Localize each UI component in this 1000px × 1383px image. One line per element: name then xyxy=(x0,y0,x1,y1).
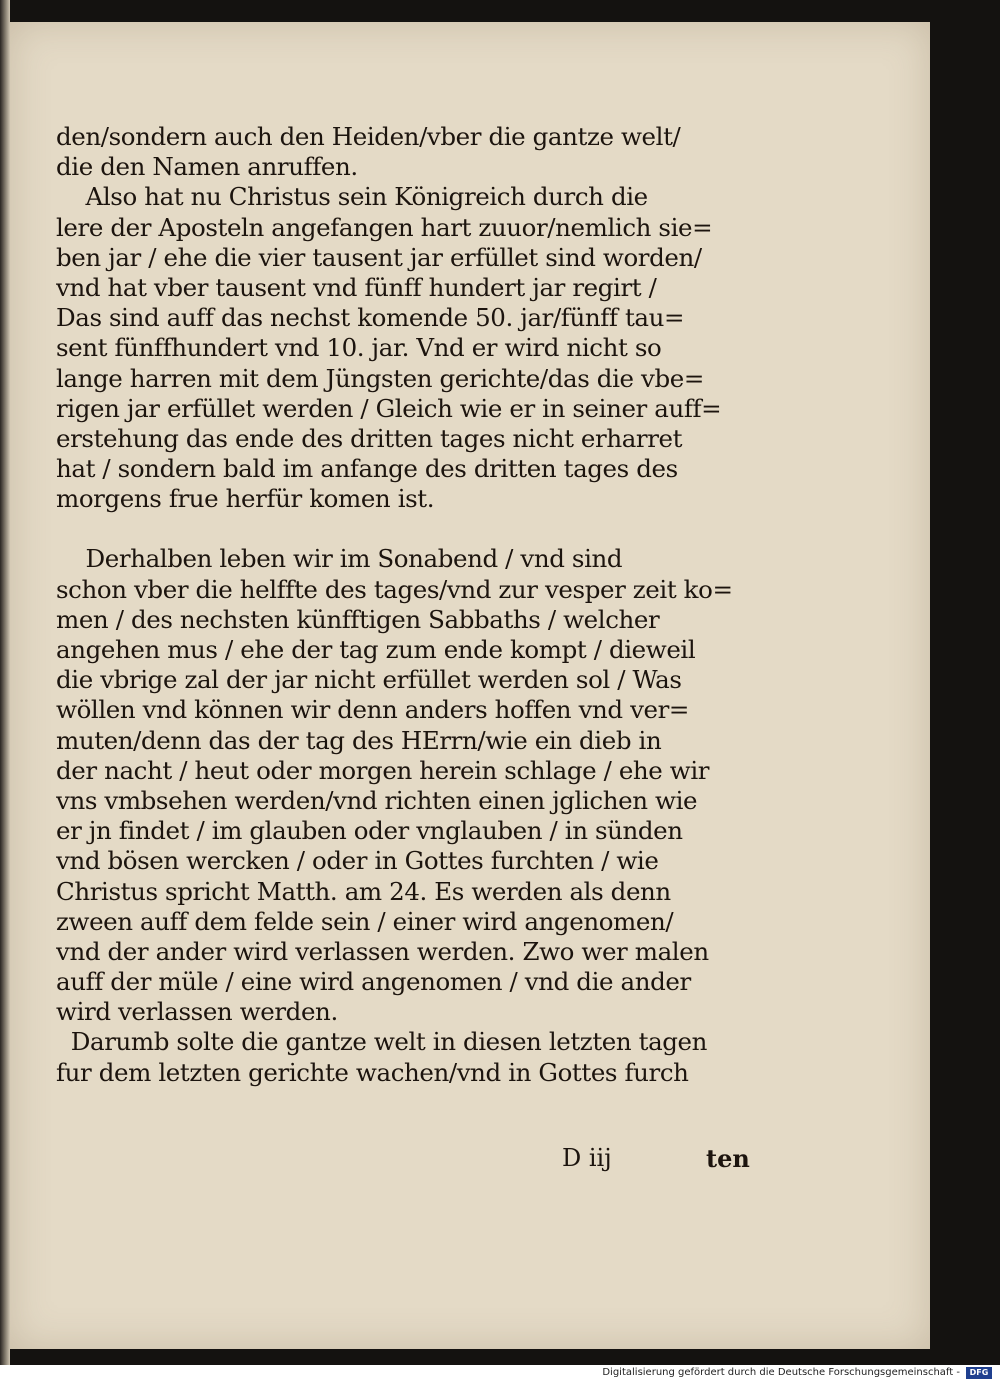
body-text xyxy=(56,122,756,1088)
text-line: schon vber die helffte des tages/vnd zur vesper zeit ko= xyxy=(56,574,733,604)
text-line: Das sind auff das nechst komende 50. jar/fünff tau= xyxy=(56,303,685,333)
text-line: fur dem letzten gerichte wachen/vnd in Gottes furch xyxy=(56,1057,689,1087)
text-line: den/sondern auch den Heiden/vber die gantze welt/ xyxy=(56,122,681,151)
paragraph-gap xyxy=(56,514,756,544)
text-line: vnd bösen wercken / oder in Gottes furchten / wie xyxy=(56,846,659,876)
text-line: lere der Aposteln angefangen hart zuuor/nemlich sie= xyxy=(56,212,713,242)
text-line: Derhalben leben wir im Sonabend / vnd sind xyxy=(56,544,623,574)
text-line: men / des nechsten künfftigen Sabbaths / welcher xyxy=(56,604,660,634)
funding-credit: Digitalisierung gefördert durch die Deutsche Forschungsgemeinschaft - xyxy=(602,1367,960,1378)
text-line: auff der müle / eine wird angenomen / vnd die ander xyxy=(56,967,691,997)
text-line: sent fünffhundert vnd 10. jar. Vnd er wird nicht so xyxy=(56,333,662,363)
book-edge xyxy=(0,0,10,1365)
text-line: vnd der ander wird verlassen werden. Zwo wer malen xyxy=(56,936,709,966)
text-line: er jn findet / im glauben oder vnglauben / in sünden xyxy=(56,816,683,846)
text-line: zween auff dem felde sein / einer wird angenomen/ xyxy=(56,906,674,936)
text-line: hat / sondern bald im anfange des dritten tages des xyxy=(56,454,678,484)
text-line: vnd hat vber tausent vnd fünff hundert jar regirt / xyxy=(56,272,657,302)
scan-margin xyxy=(930,22,1000,1349)
text-line: wöllen vnd können wir denn anders hoffen vnd ver= xyxy=(56,695,690,725)
text-line: erstehung das ende des dritten tages nicht erharret xyxy=(56,423,683,453)
text-line: Christus spricht Matth. am 24. Es werden als denn xyxy=(56,876,671,906)
text-line: lange harren mit dem Jüngsten gerichte/das die vbe= xyxy=(56,363,704,393)
dfg-logo: DFG xyxy=(966,1367,992,1379)
text-line: vns vmbsehen werden/vnd richten einen jglichen wie xyxy=(56,785,698,815)
footer-bar xyxy=(0,1365,1000,1383)
text-line: muten/denn das der tag des HErrn/wie ein dieb in xyxy=(56,725,662,755)
text-line: wird verlassen werden. xyxy=(56,997,338,1027)
text-line: morgens frue herfür komen ist. xyxy=(56,484,435,514)
text-line: ben jar / ehe die vier tausent jar erfüllet sind worden/ xyxy=(56,242,702,272)
text-line: der nacht / heut oder morgen herein schlage / ehe wir xyxy=(56,755,710,785)
text-line: die den Namen anruffen. xyxy=(56,152,358,182)
book-page xyxy=(10,22,930,1349)
signature-mark: D iij xyxy=(562,1144,612,1172)
text-line: Darumb solte die gantze welt in diesen letzten tagen xyxy=(56,1027,708,1057)
text-line: die vbrige zal der jar nicht erfüllet werden sol / Was xyxy=(56,665,682,695)
catchword: ten xyxy=(706,1144,750,1173)
text-line: Also hat nu Christus sein Königreich durch die xyxy=(56,182,648,212)
text-line: angehen mus / ehe der tag zum ende kompt / dieweil xyxy=(56,635,696,664)
text-line: rigen jar erfüllet werden / Gleich wie er in seiner auff= xyxy=(56,393,722,423)
